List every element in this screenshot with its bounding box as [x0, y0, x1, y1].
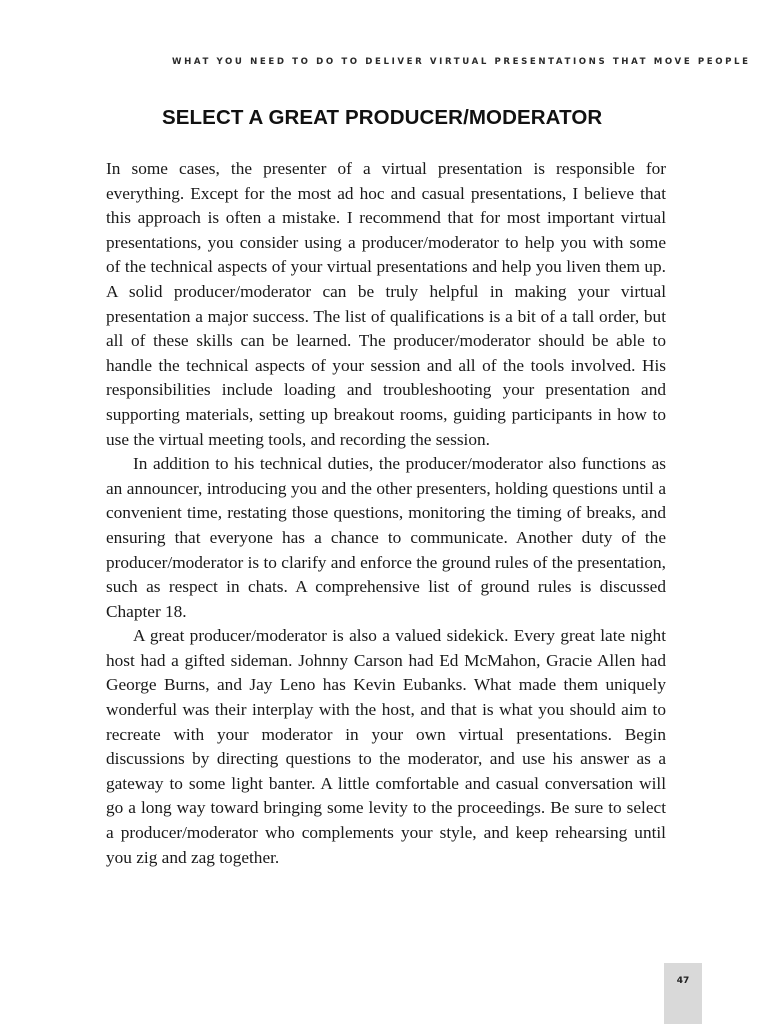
running-head: WHAT YOU NEED TO DO TO DELIVER VIRTUAL PRESENTATIONS THAT MOVE PEOPLE: [172, 57, 751, 67]
section-title: SELECT A GREAT PRODUCER/MODERATOR: [162, 106, 603, 129]
paragraph-1: In some cases, the presenter of a virtual presentation is responsible for everything. Except for the most ad hoc and casual presentations, I believe that this approach is often a mistake. I recommend that for most important virtual presentations, you consider using a producer/moderator to help you with some of the technical aspects of your virtual presentations and help you liven them up. A solid producer/moderator can be truly helpful in making your virtual presentation a major success. The list of qualifications is a bit of a tall order, but all of these skills can be learned. The producer/moderator should be able to handle the technical aspects of your session and all of the tools involved. His responsibilities include loading and troubleshooting your presentation and supporting materials, setting up breakout rooms, guiding participants in how to use the virtual meeting tools, and recording the session.: [106, 159, 666, 449]
page-number: 47: [676, 976, 690, 986]
body-text: [106, 157, 666, 870]
page-number-tab: [664, 963, 702, 1024]
paragraph-2: In addition to his technical duties, the producer/moderator also functions as an announcer, introducing you and the other presenters, holding questions until a convenient time, restating those questions, monitoring the timing of breaks, and ensuring that everyone has a chance to communicate. Another duty of the producer/moderator is to clarify and enforce the ground rules of the presentation, such as respect in chats. A comprehensive list of ground rules is discussed Chapter 18.: [106, 454, 666, 621]
paragraph-3: A great producer/moderator is also a valued sidekick. Every great late night host had a gifted sideman. Johnny Carson had Ed McMahon, Gracie Allen had George Burns, and Jay Leno has Kevin Eubanks. What made them uniquely wonderful was their interplay with the host, and that is what you should aim to recreate with your moderator in your own virtual presentations. Begin discussions by directing questions to the moderator, and use his answer as a gateway to some light banter. A little comfortable and casual conversation will go a long way toward bringing some levity to the proceedings. Be sure to select a producer/moderator who complements your style, and keep rehearsing until you zig and zag together.: [106, 626, 666, 867]
